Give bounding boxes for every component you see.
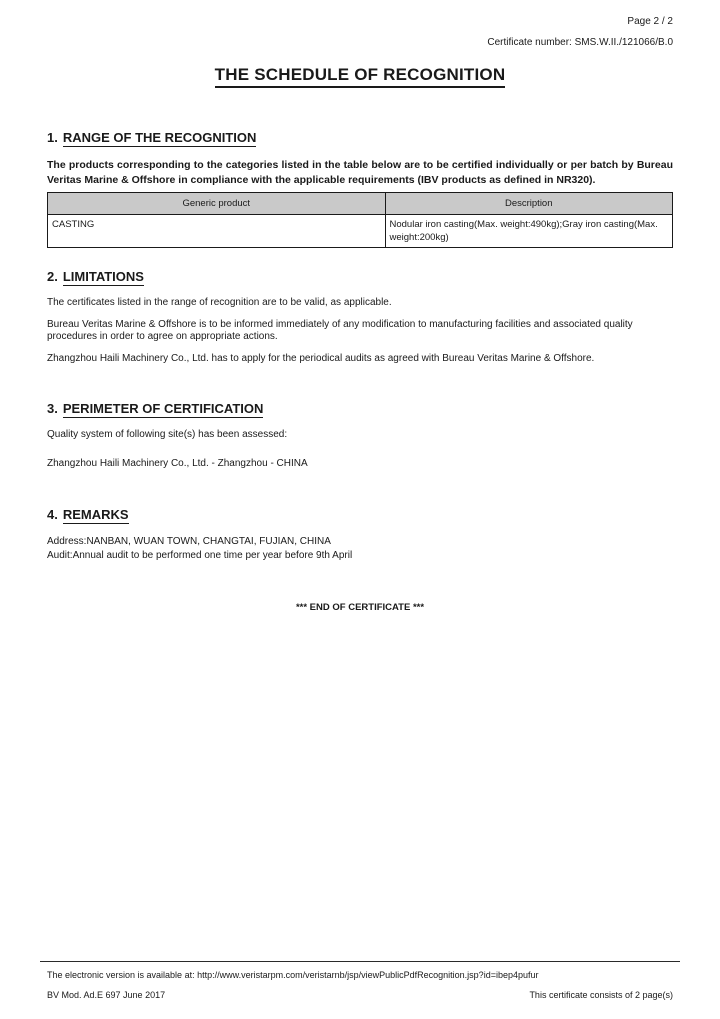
remarks-address-line: Address:NANBAN, WUAN TOWN, CHANGTAI, FUJIAN, CHINA: [47, 536, 331, 547]
table-header-row: [48, 193, 673, 215]
page-footer: [40, 961, 680, 1001]
range-intro-paragraph: The products corresponding to the categories listed in the table below are to be certified individually or per batch by Bureau Veritas Marine & Offshore in compliance with the applicable requirements (IBV products as defined in NR320).: [47, 159, 673, 186]
section-3-heading: [47, 401, 673, 418]
section-4-title: REMARKS: [62, 507, 129, 522]
page-count-note: This certificate consists of 2 page(s): [529, 990, 673, 1000]
column-header-generic-product: Generic product: [48, 193, 386, 215]
cell-description: Nodular iron casting(Max. weight:490kg);Gray iron casting(Max. weight:200kg): [385, 215, 673, 248]
limitations-paragraph-1: The certificates listed in the range of recognition are to be valid, as applicable.: [47, 297, 392, 308]
perimeter-site-text: Zhangzhou Haili Machinery Co., Ltd. - Zhangzhou - CHINA: [47, 457, 308, 469]
perimeter-assessed-text: Quality system of following site(s) has been assessed:: [47, 429, 288, 440]
section-1-title: RANGE OF THE RECOGNITION: [62, 130, 257, 145]
section-1-heading: [47, 130, 673, 147]
section-range-of-recognition: [47, 130, 673, 248]
limitations-paragraph-2: Bureau Veritas Marine & Offshore is to be informed immediately of any modification to manufacturing facilities and associated quality procedures in order to agree on appropriate actions.: [47, 318, 633, 342]
section-4-number: 4.: [47, 507, 58, 522]
section-4-heading: [47, 507, 673, 524]
certificate-number: Certificate number: SMS.W.II./121066/B.0: [487, 37, 673, 48]
footer-bottom-row: [47, 990, 673, 1001]
electronic-version-note: The electronic version is available at: http://www.veristarpm.com/veristarnb/jsp/viewPublicPdfRecognition.jsp?id=ibep4pufur: [47, 970, 539, 980]
remarks-audit-line: Audit:Annual audit to be performed one time per year before 9th April: [47, 549, 353, 561]
document-title: [47, 65, 673, 88]
section-2-number: 2.: [47, 269, 58, 284]
end-of-certificate-marker: *** END OF CERTIFICATE ***: [295, 602, 425, 613]
cell-generic-product: CASTING: [48, 215, 386, 248]
page-number: Page 2 / 2: [627, 16, 673, 27]
section-2-heading: [47, 269, 673, 286]
section-limitations: [47, 269, 673, 365]
section-perimeter-of-certification: [47, 401, 673, 470]
section-3-number: 3.: [47, 401, 58, 416]
section-1-number: 1.: [47, 130, 58, 145]
section-3-title: PERIMETER OF CERTIFICATION: [62, 401, 264, 416]
document-title-text: THE SCHEDULE OF RECOGNITION: [215, 65, 506, 88]
section-remarks: [47, 507, 673, 562]
column-header-description: Description: [385, 193, 673, 215]
limitations-paragraph-3: Zhangzhou Haili Machinery Co., Ltd. has to apply for the periodical audits as agreed with Bureau Veritas Marine & Offshore.: [47, 352, 595, 364]
section-2-title: LIMITATIONS: [62, 269, 144, 284]
form-reference: BV Mod. Ad.E 697 June 2017: [47, 990, 166, 1000]
recognition-table: [47, 192, 673, 248]
table-row: [48, 215, 673, 248]
